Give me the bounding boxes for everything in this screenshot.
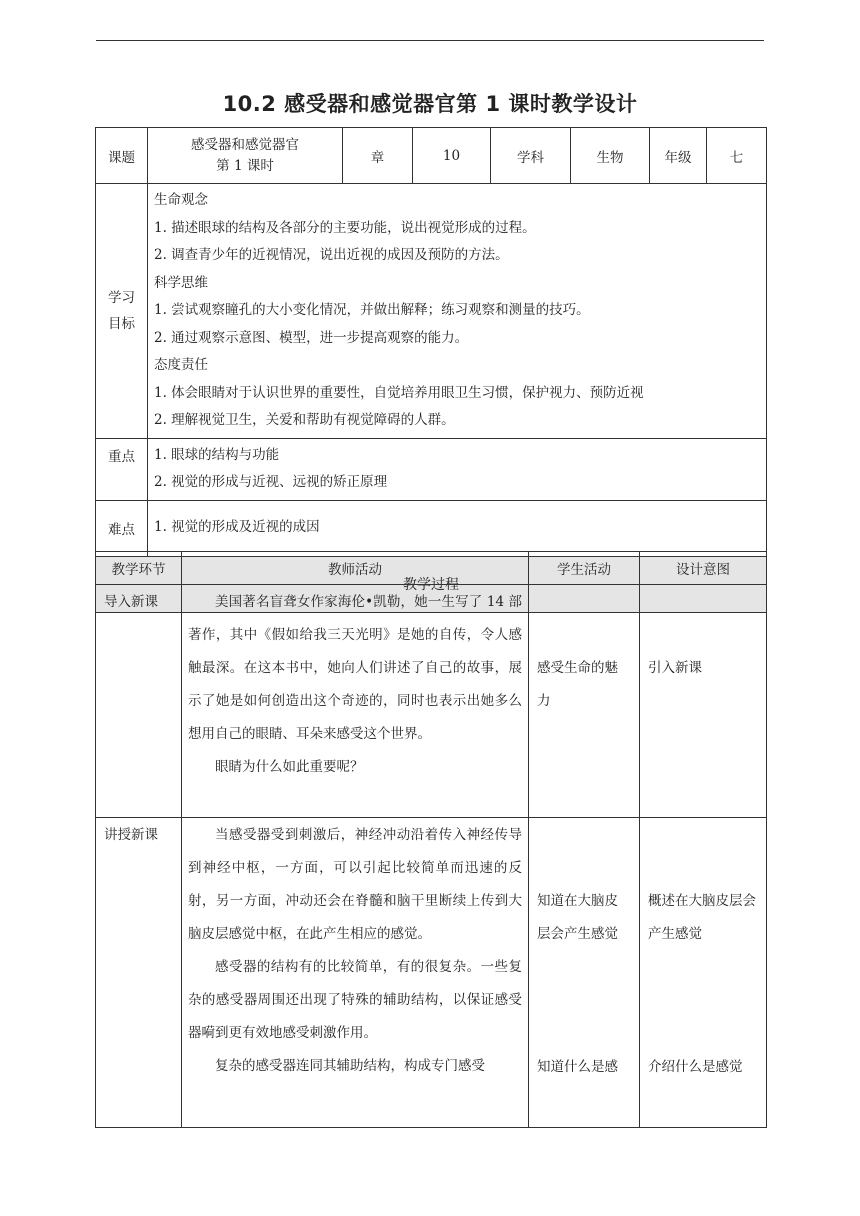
objectives-content: [148, 184, 767, 439]
objective-heading: 科学思维: [154, 274, 208, 291]
objectives-row: [96, 184, 767, 439]
objective-item: 1. 体会眼睛对于认识世界的重要性，自觉培养用眼卫生习惯，保护视力、预防近视: [154, 384, 644, 401]
objectives-label-line2: 目标: [108, 315, 135, 332]
column-header-intent: 设计意图: [640, 552, 767, 585]
lecture-student-activity: [529, 818, 640, 1128]
lesson-info-table: [95, 127, 767, 613]
column-header-student: 学生活动: [529, 552, 640, 585]
objective-item: 1. 尝试观察瞳孔的大小变化情况，并做出解释；练习观察和测量的技巧。: [154, 302, 590, 318]
key-point-item: 1. 眼球的结构与功能: [154, 446, 280, 463]
difficulties-content: [148, 500, 767, 556]
lecture-teacher-activity: [182, 818, 529, 1128]
topic-value-line2: 第 1 课时: [216, 157, 274, 174]
topic-label: 课题: [96, 128, 148, 184]
lecture-teacher-paragraph: 复杂的感受器连同其辅助结构，构成专门感受: [215, 1058, 485, 1074]
topic-value: [148, 128, 343, 184]
objective-item: 2. 理解视觉卫生，关爱和帮助有视觉障碍的人群。: [154, 412, 455, 428]
difficulty-item: 1. 视觉的形成及近视的成因: [154, 519, 320, 536]
lecture-teacher-paragraph: 当感受器受到刺激后，神经冲动沿着传入神经传导到神经中枢，一方面，可以引起比较简单而迅速的反射，另一方面，冲动还会在脊髓和脑干里断续上传到大脑皮层感觉中枢，在此产生相应的感觉。: [188, 827, 522, 942]
subject-label: 学科: [491, 128, 571, 184]
intro-student-text: 感受生命的魅力: [537, 660, 618, 709]
intro-teacher-activity: [182, 585, 529, 818]
column-header-stage: 教学环节: [96, 552, 182, 585]
process-heading: 教学过程: [96, 556, 767, 612]
grade-label: 年级: [650, 128, 707, 184]
intro-row: [96, 585, 767, 818]
intro-teacher-paragraph: 美国著名盲聋女作家海伦•凯勒，她一生写了 14 部著作，其中《假如给我三天光明》是她的自传，令人感触最深。在这本书中，她向人们讲述了自己的故事，展示了她是如何创造出这个奇迹的，同时也表示出她多么想用自己的眼睛、耳朵来感受这个世界。: [188, 594, 522, 742]
key-points-row: [96, 438, 767, 500]
objective-heading: 生命观念: [154, 192, 208, 208]
process-header-row: [96, 552, 767, 585]
objective-item: 1. 描述眼球的结构及各部分的主要功能，说出视觉形成的过程。: [154, 219, 536, 236]
key-point-item: 2. 视觉的形成与近视、远视的矫正原理: [154, 474, 388, 490]
objective-item: 2. 调查青少年的近视情况，说出近视的成因及预防的方法。: [154, 247, 509, 263]
difficulties-label: 难点: [96, 500, 148, 556]
chapter-label: 章: [343, 128, 413, 184]
subject-value: 生物: [571, 128, 650, 184]
intro-intent-text: 引入新课: [648, 660, 702, 676]
objectives-label: [96, 184, 148, 439]
objective-item: 2. 通过观察示意图、模型，进一步提高观察的能力。: [154, 329, 469, 346]
difficulties-row: [96, 500, 767, 556]
page-title: 10.2 感受器和感觉器官第 1 课时教学设计: [222, 92, 638, 116]
lecture-student-text-1: 知道在大脑皮层会产生感觉: [537, 893, 618, 942]
lecture-intent-text-1: 概述在大脑皮层会产生感觉: [648, 893, 756, 942]
lecture-teacher-paragraph: 感受器的结构有的比较简单，有的很复杂。一些复杂的感受器周围还出现了特殊的辅助结构，以保证感受器嗬到更有效地感受刺激作用。: [188, 959, 522, 1041]
objective-heading: 态度责任: [154, 357, 208, 373]
intro-stage: 导入新课: [96, 585, 182, 818]
column-header-teacher: 教师活动: [182, 552, 529, 585]
teaching-process-table: [95, 551, 767, 1128]
intro-teacher-question: 眼睛为什么如此重要呢？: [215, 759, 364, 775]
grade-value: 七: [707, 128, 767, 184]
lecture-row: [96, 818, 767, 1128]
lecture-intent-text-2: 介绍什么是感觉: [648, 1059, 743, 1075]
key-points-label: 重点: [96, 438, 148, 500]
lecture-student-text-2: 知道什么是感: [537, 1059, 618, 1075]
lecture-stage: 讲授新课: [96, 818, 182, 1128]
key-points-content: [148, 438, 767, 500]
lesson-info-row: [96, 128, 767, 184]
topic-value-line1: 感受器和感觉器官: [191, 136, 299, 153]
objectives-label-line1: 学习: [108, 289, 135, 306]
intro-student-activity: [529, 585, 640, 818]
intro-design-intent: [640, 585, 767, 818]
chapter-value: 10: [413, 128, 491, 184]
header-rule: [96, 40, 764, 41]
lecture-design-intent: [640, 818, 767, 1128]
